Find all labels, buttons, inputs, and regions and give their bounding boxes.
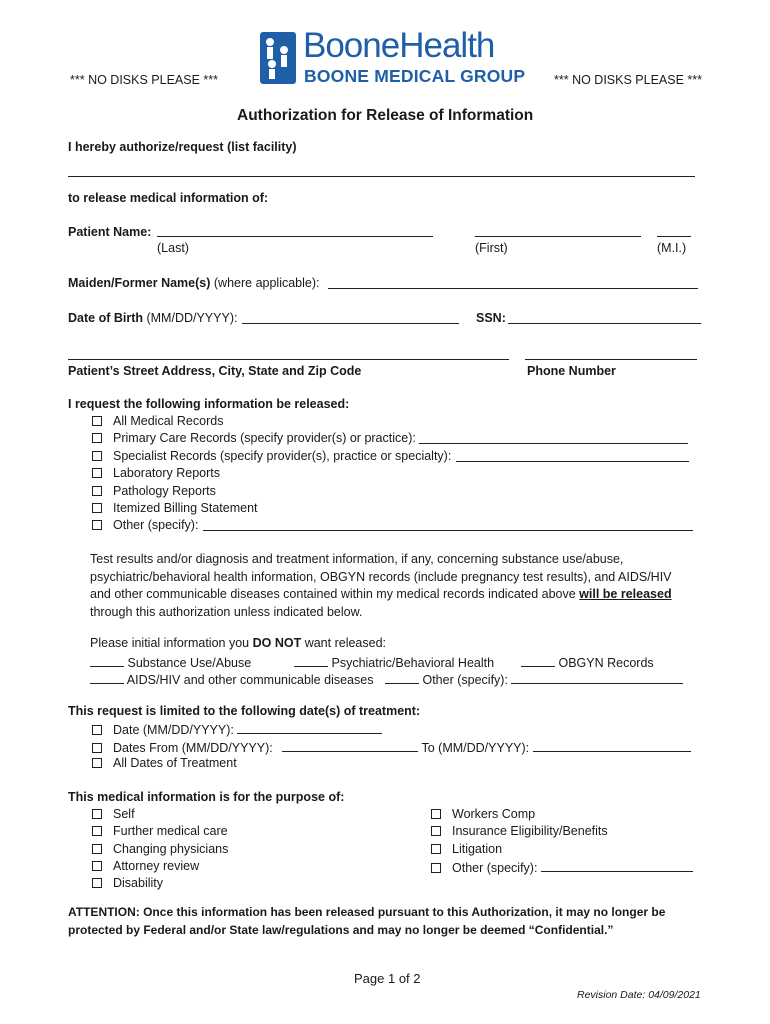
checkbox[interactable] xyxy=(92,758,102,768)
maiden-name-note: (where applicable): xyxy=(213,276,320,290)
checkbox[interactable] xyxy=(92,468,102,478)
first-name-caption: (First) xyxy=(475,241,508,255)
purpose-insurance[interactable] xyxy=(431,824,608,838)
mi-caption: (M.I.) xyxy=(657,241,687,255)
page-title: Authorization for Release of Information xyxy=(237,107,534,124)
specialist-field[interactable] xyxy=(456,449,689,462)
checkbox[interactable] xyxy=(431,826,441,836)
checkbox[interactable] xyxy=(92,861,102,871)
purpose-attorney[interactable] xyxy=(92,859,199,873)
request-item-label: Primary Care Records (specify provider(s) or practice): xyxy=(113,431,416,445)
initial-other-label: Other (specify): xyxy=(422,673,508,687)
phone-label: Phone Number xyxy=(527,364,616,378)
initial-psych-label: Psychiatric/Behavioral Health xyxy=(331,656,495,670)
address-label: Patient’s Street Address, City, State and Zip Code xyxy=(68,364,362,378)
purpose-changing-physicians[interactable] xyxy=(92,842,228,856)
checkbox[interactable] xyxy=(431,863,441,873)
patient-name-label: Patient Name: xyxy=(68,225,152,239)
date-range-row[interactable] xyxy=(92,739,691,755)
attention-line-2: protected by Federal and/or State law/regulations and may no longer be deemed “Confidential.” xyxy=(68,923,614,937)
checkbox[interactable] xyxy=(431,844,441,854)
purpose-label: Self xyxy=(113,807,135,821)
date-single-label: Date (MM/DD/YYYY): xyxy=(113,723,234,737)
maiden-name-label: Maiden/Former Name(s) xyxy=(68,276,211,290)
date-all-row[interactable] xyxy=(92,756,237,770)
date-single-field[interactable] xyxy=(237,721,382,734)
request-item-lab[interactable] xyxy=(92,466,220,480)
ssn-label: SSN: xyxy=(476,311,506,325)
page-number: Page 1 of 2 xyxy=(354,971,421,986)
checkbox[interactable] xyxy=(92,433,102,443)
date-from-label: Dates From (MM/DD/YYYY): xyxy=(113,741,273,755)
initial-substance-row xyxy=(90,654,251,670)
ssn-field[interactable] xyxy=(508,311,701,324)
date-to-label: To (MM/DD/YYYY): xyxy=(421,741,530,755)
patient-first-name-field[interactable] xyxy=(475,224,641,237)
initial-instruction xyxy=(90,636,386,650)
purpose-heading: This medical information is for the purpose of: xyxy=(68,790,345,804)
request-item-label: Itemized Billing Statement xyxy=(113,501,258,515)
initial-other-row xyxy=(385,671,683,687)
purpose-label: Insurance Eligibility/Benefits xyxy=(452,824,608,838)
boone-health-logo-icon xyxy=(260,32,296,84)
primary-care-field[interactable] xyxy=(419,431,688,444)
request-item-billing[interactable] xyxy=(92,501,258,515)
purpose-label: Attorney review xyxy=(113,859,200,873)
initial-obgyn-row xyxy=(521,654,654,670)
purpose-label: Disability xyxy=(113,876,164,890)
request-item-label: Pathology Reports xyxy=(113,484,216,498)
dob-row xyxy=(68,311,237,325)
purpose-label: Litigation xyxy=(452,842,503,856)
purpose-disability[interactable] xyxy=(92,876,163,890)
purpose-workers-comp[interactable] xyxy=(431,807,535,821)
patient-last-name-field[interactable] xyxy=(157,224,433,237)
checkbox[interactable] xyxy=(92,743,102,753)
initial-aids-label: AIDS/HIV and other communicable diseases xyxy=(126,673,374,687)
dates-heading: This request is limited to the following date(s) of treatment: xyxy=(68,704,421,718)
purpose-further-care[interactable] xyxy=(92,824,228,838)
request-item-label: All Medical Records xyxy=(113,414,224,428)
checkbox[interactable] xyxy=(92,520,102,530)
checkbox[interactable] xyxy=(92,826,102,836)
request-item-all-records[interactable] xyxy=(92,414,223,428)
purpose-self[interactable] xyxy=(92,807,135,821)
purpose-other-field[interactable] xyxy=(541,859,693,872)
last-name-caption: (Last) xyxy=(157,241,189,255)
attention-line-1: ATTENTION: Once this information has been released pursuant to this Authorization, it may no longer be xyxy=(68,905,666,919)
checkbox[interactable] xyxy=(92,486,102,496)
will-be-released-text: will be released xyxy=(579,587,672,601)
date-single-row[interactable] xyxy=(92,721,382,737)
dob-label: Date of Birth xyxy=(68,311,143,325)
purpose-label: Changing physicians xyxy=(113,842,229,856)
maiden-name-row xyxy=(68,276,320,290)
request-other-field[interactable] xyxy=(203,518,693,531)
initial-psych-field[interactable] xyxy=(294,654,328,667)
authorize-label: I hereby authorize/request (list facility) xyxy=(68,140,297,154)
sensitive-paragraph-main: Test results and/or diagnosis and treatment information, if any, concerning substance use/abuse, psychiatric/behavioral health information, OBGYN records (include pregnancy test results), and AIDS/HIV and other communicable diseases contained within my medical records indicated above xyxy=(90,552,672,601)
dob-field[interactable] xyxy=(242,311,459,324)
patient-mi-field[interactable] xyxy=(657,224,691,237)
initial-substance-field[interactable] xyxy=(90,654,124,667)
request-item-other[interactable] xyxy=(92,518,198,532)
request-item-primary-care[interactable] xyxy=(92,431,416,445)
sensitive-info-paragraph xyxy=(90,551,690,621)
request-item-label: Other (specify): xyxy=(113,518,199,532)
purpose-other[interactable] xyxy=(431,859,693,875)
dob-format: (MM/DD/YYYY): xyxy=(146,311,238,325)
facility-field[interactable] xyxy=(68,176,695,177)
initial-other-specify-field[interactable] xyxy=(511,671,683,684)
initial-aids-row xyxy=(90,671,373,687)
initial-obgyn-label: OBGYN Records xyxy=(558,656,654,670)
request-item-specialist[interactable] xyxy=(92,449,451,463)
date-from-field[interactable] xyxy=(282,739,418,752)
phone-field[interactable] xyxy=(525,347,697,360)
do-not-text: DO NOT xyxy=(252,636,302,650)
sensitive-paragraph-tail: through this authorization unless indicated below. xyxy=(90,604,363,619)
initial-other-field[interactable] xyxy=(385,671,419,684)
no-disks-notice-right: *** NO DISKS PLEASE *** xyxy=(554,73,702,87)
brand-group: BOONE MEDICAL GROUP xyxy=(304,66,526,86)
checkbox[interactable] xyxy=(92,503,102,513)
initial-psych-row xyxy=(294,654,494,670)
checkbox[interactable] xyxy=(92,878,102,888)
checkbox[interactable] xyxy=(92,725,102,735)
initial-aids-field[interactable] xyxy=(90,671,124,684)
checkbox[interactable] xyxy=(431,809,441,819)
revision-date: Revision Date: 04/09/2021 xyxy=(577,989,701,1001)
brand-name: BooneHealth xyxy=(303,26,495,65)
date-to-field[interactable] xyxy=(533,739,691,752)
purpose-label: Other (specify): xyxy=(452,861,538,875)
release-of-label: to release medical information of: xyxy=(68,191,269,205)
request-item-label: Laboratory Reports xyxy=(113,466,221,480)
address-field[interactable] xyxy=(68,347,509,360)
request-heading: I request the following information be released: xyxy=(68,397,350,411)
date-all-label: All Dates of Treatment xyxy=(113,756,237,770)
purpose-label: Workers Comp xyxy=(452,807,536,821)
initial-suffix: want released: xyxy=(304,636,387,650)
maiden-name-field[interactable] xyxy=(328,276,698,289)
checkbox[interactable] xyxy=(92,451,102,461)
checkbox[interactable] xyxy=(92,809,102,819)
initial-prefix: Please initial information you xyxy=(90,636,250,650)
checkbox[interactable] xyxy=(92,416,102,426)
request-item-label: Specialist Records (specify provider(s), practice or specialty): xyxy=(113,449,452,463)
purpose-label: Further medical care xyxy=(113,824,228,838)
initial-obgyn-field[interactable] xyxy=(521,654,555,667)
no-disks-notice-left: *** NO DISKS PLEASE *** xyxy=(70,73,218,87)
initial-substance-label: Substance Use/Abuse xyxy=(127,656,252,670)
checkbox[interactable] xyxy=(92,844,102,854)
purpose-litigation[interactable] xyxy=(431,842,502,856)
request-item-pathology[interactable] xyxy=(92,484,216,498)
